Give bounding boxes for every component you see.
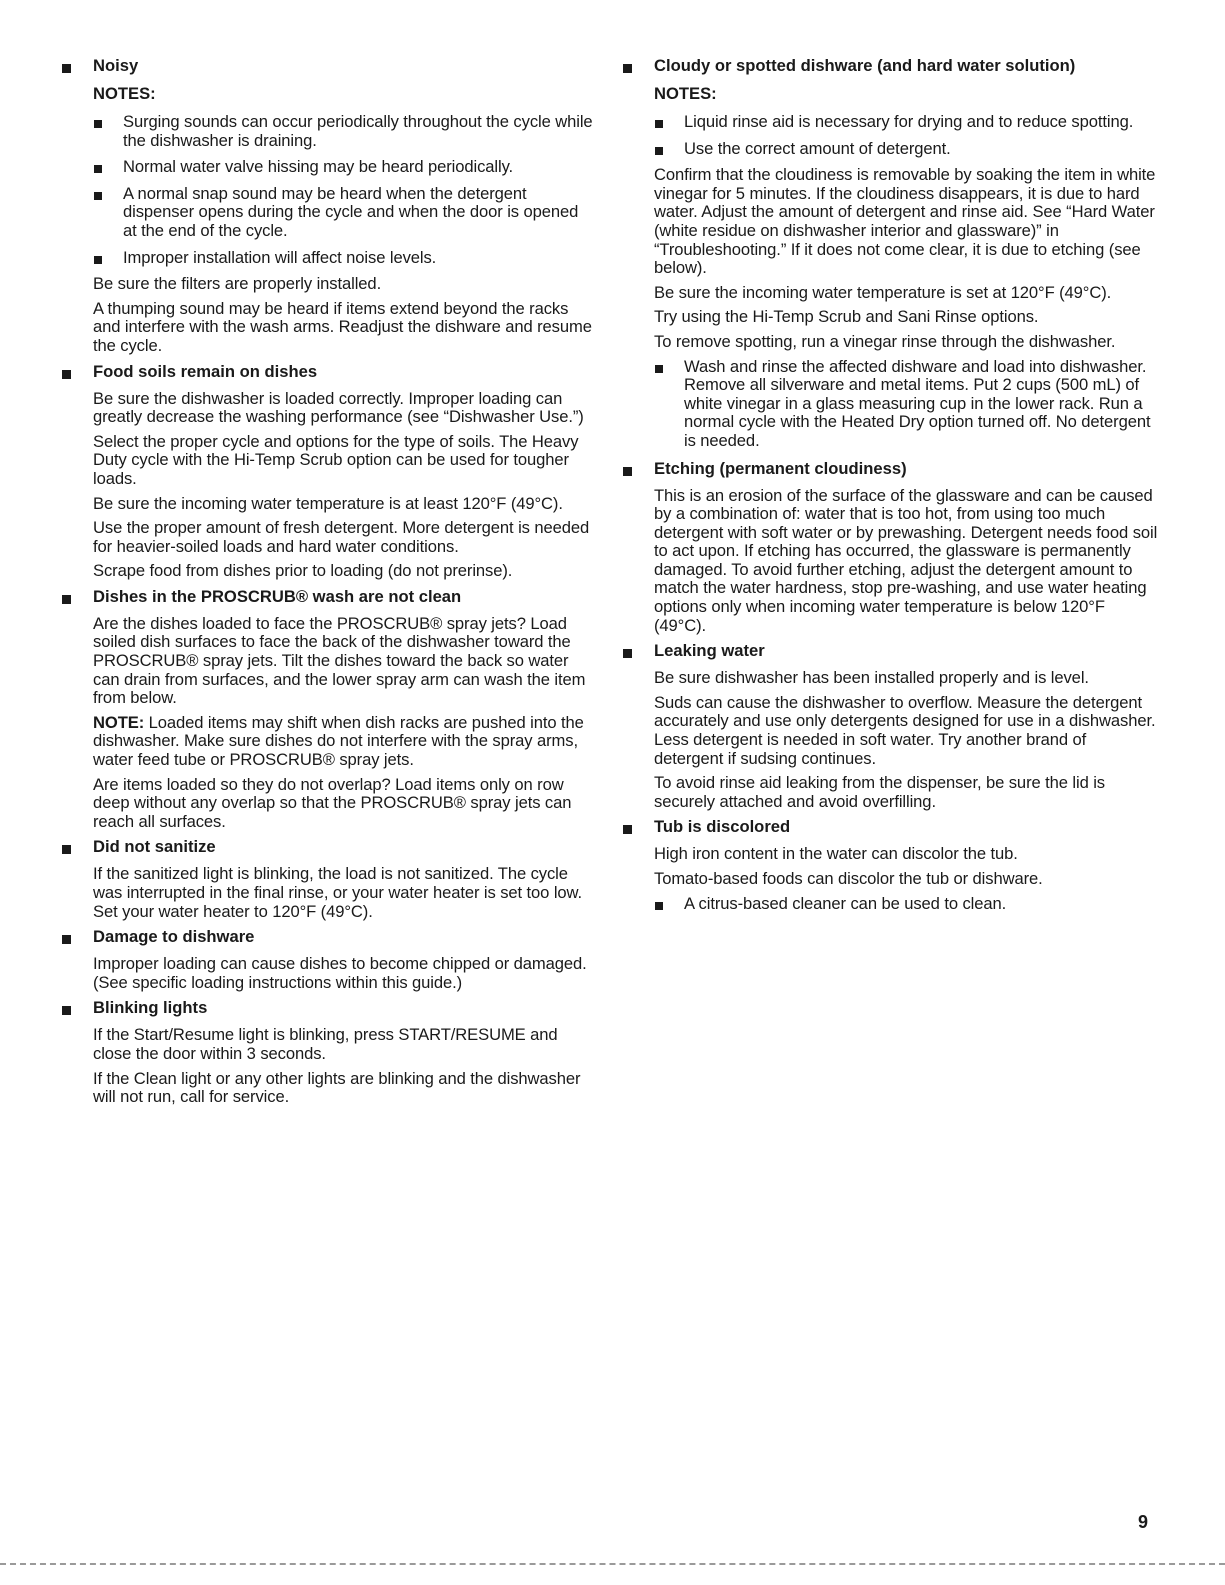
section-heading: Tub is discolored (654, 817, 791, 837)
paragraph: Use the proper amount of fresh detergent. More detergent is needed for heavier-soiled loads and hard water conditions. (93, 518, 590, 556)
square-bullet-icon (623, 64, 632, 73)
note-item (93, 185, 593, 241)
paragraph: Confirm that the cloudiness is removable by soaking the item in white vinegar for 5 minutes. If the cloudiness disappears, it is due to hard water. Adjust the amount of detergent and rinse aid. See “Hard Water (white residue on dishwasher interior and glassware)” in “Troubleshooting.” If it does not come clear, it is due to etching (see below). (654, 165, 1156, 278)
section-did-not-sanitize (58, 837, 593, 921)
square-bullet-icon (623, 649, 632, 658)
section-heading: Dishes in the PROSCRUB® wash are not clean (93, 586, 462, 606)
section-damage (58, 927, 593, 992)
square-bullet-icon (94, 165, 102, 173)
paragraph: Tomato-based foods can discolor the tub or dishware. (654, 869, 1043, 888)
paragraph: Are the dishes loaded to face the PROSCRUB® spray jets? Load soiled dish surfaces to face the back of the dishwasher toward the PROSCRUB® spray jets. Tilt the dishes toward the back so water can drain from surfaces, and the lower spray arm can wash the item from below. (93, 613, 586, 708)
note-keyword: NOTE: (93, 712, 145, 732)
sub-item-text: Wash and rinse the affected dishware and load into dishwasher. Remove all silverware and metal items. Put 2 cups (500 mL) of white vinegar in a glass measuring cup in the lower rack. Run a normal cycle with the Heated Dry option turned off. No detergent is needed. (684, 356, 1151, 450)
section-heading: Damage to dishware (93, 927, 255, 947)
paragraph: Be sure the filters are properly installed. (93, 274, 382, 294)
paragraph: Be sure the incoming water temperature is set at 120°F (49°C). (654, 282, 1112, 302)
sub-item-text: A citrus-based cleaner can be used to clean. (684, 893, 1007, 913)
section-heading: Noisy (93, 56, 139, 75)
square-bullet-icon (623, 467, 632, 476)
square-bullet-icon (62, 845, 71, 854)
paragraph: Suds can cause the dishwasher to overflow. Measure the detergent accurately and use only detergents designed for use in a dishwasher. Less detergent is needed in soft water. Try another brand of detergent if sudsing continues. (654, 692, 1156, 768)
note-item (93, 113, 593, 150)
note-text: Improper installation will affect noise levels. (123, 247, 437, 267)
notes-list (654, 113, 1159, 158)
sub-item (654, 895, 1159, 914)
paragraph: To avoid rinse aid leaking from the dispenser, be sure the lid is securely attached and avoid overfilling. (654, 773, 1106, 811)
note-text: Surging sounds can occur periodically throughout the cycle while the dishwasher is draining. (123, 112, 593, 150)
square-bullet-icon (94, 120, 102, 128)
paragraph: Improper loading can cause dishes to become chipped or damaged. (See specific loading instructions within this guide.) (93, 954, 587, 992)
paragraph: Be sure the incoming water temperature is at least 120°F (49°C). (93, 493, 563, 513)
note-item (93, 249, 593, 268)
square-bullet-icon (655, 120, 663, 128)
note-text: A normal snap sound may be heard when the detergent dispenser opens during the cycle and when the door is opened at the end of the cycle. (123, 183, 579, 240)
paragraph: Be sure the dishwasher is loaded correctly. Improper loading can greatly decrease the washing performance (see “Dishwasher Use.”) (93, 388, 584, 427)
note-paragraph (93, 714, 593, 770)
paragraph: This is an erosion of the surface of the glassware and can be caused by a combination of: water that is too hot, from using too much detergent with soft water or by prewashing. Detergent needs food soil to act upon. If etching has occurred, the glassware is permanently damaged. To avoid further etching, adjust the detergent amount to match the water hardness, stop pre-washing, and use water heating options only when incoming water temperature is below 120°F (49°C). (654, 485, 1158, 635)
section-heading: Cloudy or spotted dishware (and hard water solution) (654, 56, 1076, 75)
square-bullet-icon (655, 902, 663, 910)
section-blinking-lights (58, 998, 593, 1106)
paragraph: Scrape food from dishes prior to loading (do not prerinse). (93, 561, 513, 581)
paragraph: Try using the Hi-Temp Scrub and Sani Rinse options. (654, 307, 1039, 327)
right-column (619, 56, 1159, 921)
square-bullet-icon (62, 64, 71, 73)
section-heading: Did not sanitize (93, 837, 216, 857)
paragraph: If the Clean light or any other lights are blinking and the dishwasher will not run, call for service. (93, 1068, 581, 1107)
square-bullet-icon (62, 935, 71, 944)
section-tub-discolored (619, 817, 1159, 913)
paragraph: If the Start/Resume light is blinking, press START/RESUME and close the door within 3 seconds. (93, 1025, 558, 1063)
section-heading: Etching (permanent cloudiness) (654, 458, 907, 478)
paragraph: High iron content in the water can discolor the tub. (654, 844, 1018, 864)
notes-label: NOTES: (654, 84, 717, 103)
note-text: Liquid rinse aid is necessary for drying and to reduce spotting. (684, 112, 1134, 131)
square-bullet-icon (623, 825, 632, 834)
square-bullet-icon (655, 365, 663, 373)
section-leaking-water (619, 641, 1159, 811)
bottom-divider (0, 1563, 1225, 1565)
paragraph: If the sanitized light is blinking, the load is not sanitized. The cycle was interrupted in the final rinse, or your water heater is set too low. Set your water heater to 120°F (49°C). (93, 864, 583, 921)
paragraph: Be sure dishwasher has been installed properly and is level. (654, 668, 1089, 688)
paragraph: Are items loaded so they do not overlap? Load items only on row deep without any overlap so that the PROSCRUB® spray jets can reach all surfaces. (93, 774, 572, 831)
paragraph: To remove spotting, run a vinegar rinse through the dishwasher. (654, 331, 1116, 351)
section-food-soils (58, 362, 593, 581)
section-heading: Blinking lights (93, 998, 208, 1018)
square-bullet-icon (94, 192, 102, 200)
section-etching (619, 459, 1159, 636)
square-bullet-icon (62, 1006, 71, 1015)
section-heading: Leaking water (654, 641, 765, 661)
section-heading: Food soils remain on dishes (93, 361, 318, 381)
paragraph: Select the proper cycle and options for the type of soils. The Heavy Duty cycle with the Hi-Temp Scrub option can be used for tougher loads. (93, 431, 579, 488)
section-cloudy (619, 56, 1159, 451)
paragraph: A thumping sound may be heard if items extend beyond the racks and interfere with the wash arms. Readjust the dishware and resume the cycle. (93, 298, 592, 355)
square-bullet-icon (62, 370, 71, 379)
note-text: Normal water valve hissing may be heard periodically. (123, 157, 514, 177)
note-text: Loaded items may shift when dish racks are pushed into the dishwasher. Make sure dishes do not interfere with the spray arms, water feed tube or PROSCRUB® spray jets. (93, 712, 584, 770)
note-text: Use the correct amount of detergent. (684, 138, 951, 158)
page-number: 9 (1138, 1512, 1149, 1532)
square-bullet-icon (655, 147, 663, 155)
section-proscrub (58, 587, 593, 832)
note-item (93, 158, 593, 177)
section-noisy (58, 56, 593, 356)
square-bullet-icon (94, 256, 102, 264)
sub-item (654, 358, 1159, 451)
notes-list (93, 113, 593, 267)
note-item (654, 140, 1159, 159)
square-bullet-icon (62, 595, 71, 604)
left-column (58, 56, 593, 1113)
notes-label: NOTES: (93, 84, 156, 103)
note-item (654, 113, 1159, 132)
